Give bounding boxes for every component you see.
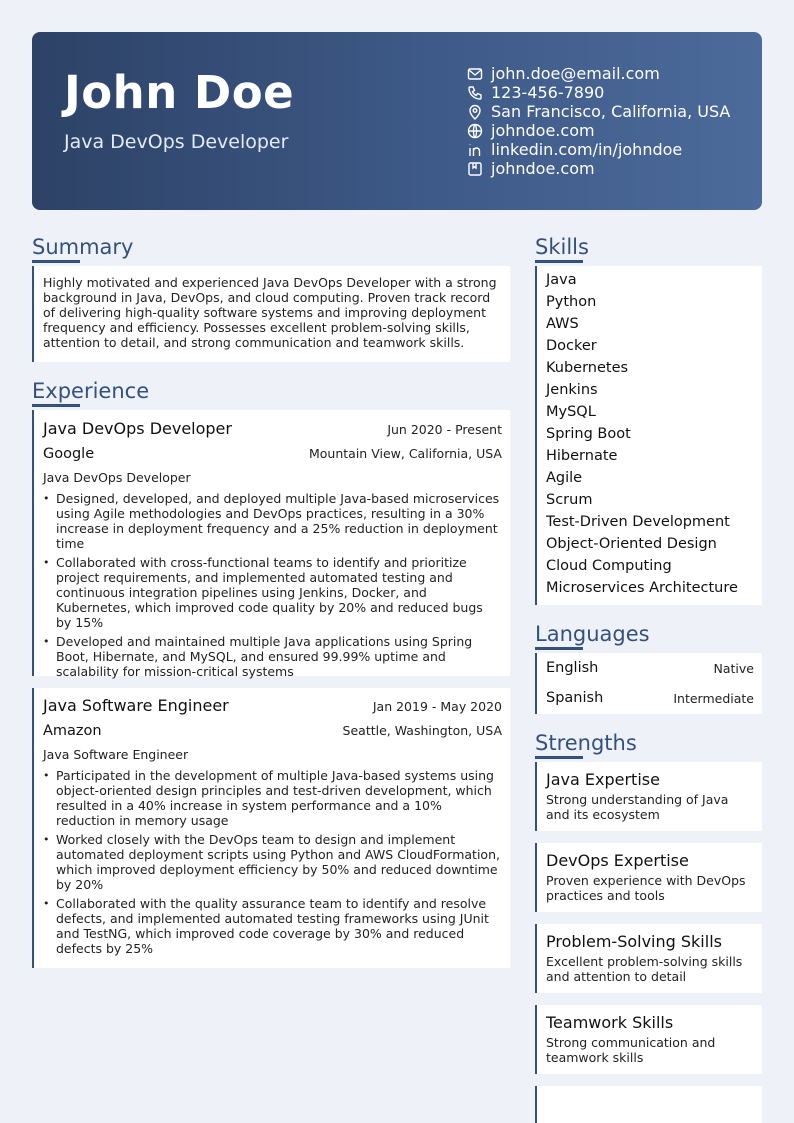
strength-card xyxy=(535,924,762,993)
summary-heading: Summary xyxy=(32,235,134,259)
bookmark-icon xyxy=(467,161,483,177)
summary-underline xyxy=(32,260,80,263)
strength-desc: Proven experience with DevOps practices and tools xyxy=(546,873,746,903)
job-bullet: • Collaborated with the quality assurance team to identify and resolve defects, and implemented automated testing frameworks using JUnit and TestNG, which improved code coverage by 30% and reduced defects by 25% xyxy=(43,896,502,956)
language-row xyxy=(537,653,762,683)
strength-desc: Excellent problem-solving skills and attention to detail xyxy=(546,954,743,984)
contact-email[interactable] xyxy=(467,64,730,83)
strength-card xyxy=(535,1005,762,1074)
contact-text: johndoe.com xyxy=(491,159,595,178)
job-card xyxy=(32,688,510,968)
job-company-row xyxy=(43,446,502,466)
skill-item: Agile xyxy=(546,470,583,486)
globe-icon xyxy=(467,123,483,139)
contact-text: 123-456-7890 xyxy=(491,83,605,102)
strengths-heading: Strengths xyxy=(535,731,637,755)
job-role: Java DevOps Developer xyxy=(43,470,191,485)
contact-text: linkedin.com/in/johndoe xyxy=(491,140,683,159)
contact-phone[interactable] xyxy=(467,83,730,102)
strengths-underline xyxy=(535,756,583,759)
contact-text: john.doe@email.com xyxy=(491,64,660,83)
job-bullet: • Designed, developed, and deployed multiple Java-based microservices using Agile methodologies and DevOps practices, resulting in a 30% increase in deployment frequency and a 25% reduction in deployment time xyxy=(43,491,502,551)
experience-heading: Experience xyxy=(32,379,150,403)
contact-text: johndoe.com xyxy=(491,121,595,140)
person-title: Java DevOps Developer xyxy=(64,131,289,153)
strength-card xyxy=(535,762,762,831)
skill-item: MySQL xyxy=(546,404,596,420)
job-bullets xyxy=(43,768,502,956)
language-row xyxy=(537,683,762,713)
job-bullet: • Worked closely with the DevOps team to design and implement automated deployment scripts using Python and AWS CloudFormation, which improved deployment efficiency by 50% and reduced downtime by 20% xyxy=(43,832,502,892)
job-location: Seattle, Washington, USA xyxy=(342,723,502,738)
contact-linkedin[interactable] xyxy=(467,140,730,159)
skill-item: Test-Driven Development xyxy=(546,514,730,530)
skill-item: Jenkins xyxy=(546,382,598,398)
language-name: English xyxy=(546,660,599,676)
summary-text: Highly motivated and experienced Java DevOps Developer with a strong background in Java, DevOps, and cloud computing. Proven track record of delivering high-quality software systems and improving deployment frequency and efficiency. Possesses excellent problem-solving skills, attention to detail, and strong communication and teamwork skills. xyxy=(43,275,497,350)
contact-website[interactable] xyxy=(467,121,730,140)
job-title: Java Software Engineer xyxy=(43,696,229,715)
skill-item: Scrum xyxy=(546,492,593,508)
contact-text: San Francisco, California, USA xyxy=(491,102,731,121)
skill-item: Hibernate xyxy=(546,448,618,464)
contact-portfolio[interactable] xyxy=(467,159,730,178)
contact-list xyxy=(467,64,730,178)
skill-item: Kubernetes xyxy=(546,360,629,376)
language-name: Spanish xyxy=(546,690,604,706)
strength-card xyxy=(535,843,762,912)
skill-item: Microservices Architecture xyxy=(546,580,738,596)
resume-header xyxy=(32,32,762,210)
job-bullet: • Collaborated with cross-functional teams to identify and prioritize project requirements, and implemented automated testing and continuous integration pipelines using Jenkins, Docker, and Kubernetes, which improved code quality by 20% and reduced bugs by 15% xyxy=(43,555,502,630)
skills-heading: Skills xyxy=(535,235,589,259)
job-bullet: • Developed and maintained multiple Java applications using Spring Boot, Hibernate, and MySQL, and ensured 99.99% uptime and scalability for mission-critical systems xyxy=(43,634,502,679)
job-head xyxy=(43,419,502,439)
languages-card xyxy=(535,653,762,714)
strength-title: Teamwork Skills xyxy=(546,1013,674,1032)
skill-item: AWS xyxy=(546,316,579,332)
contact-location xyxy=(467,102,730,121)
language-level: Native xyxy=(713,660,754,676)
experience-underline xyxy=(32,404,80,407)
language-level: Intermediate xyxy=(673,690,754,706)
job-role: Java Software Engineer xyxy=(43,747,189,762)
strength-title: Problem-Solving Skills xyxy=(546,932,722,951)
strength-title: Java Expertise xyxy=(546,770,660,789)
location-pin-icon xyxy=(467,104,483,120)
job-head xyxy=(43,696,502,716)
skill-item: Spring Boot xyxy=(546,426,631,442)
person-name: John Doe xyxy=(64,66,295,119)
skills-card xyxy=(535,266,762,605)
job-dates: Jun 2020 - Present xyxy=(387,422,502,437)
job-company: Amazon xyxy=(43,723,102,739)
job-card xyxy=(32,410,510,679)
strength-desc: Strong understanding of Java and its ecosystem xyxy=(546,792,729,822)
skills-underline xyxy=(535,260,583,263)
phone-icon xyxy=(467,85,483,101)
strength-title: DevOps Expertise xyxy=(546,851,689,870)
languages-underline xyxy=(535,647,583,650)
skill-item: Cloud Computing xyxy=(546,558,672,574)
strength-card-partial xyxy=(535,1086,762,1123)
job-bullet: • Participated in the development of multiple Java-based systems using object-oriented design principles and test-driven development, which resulted in a 40% increase in system performance and a 10% reduction in memory usage xyxy=(43,768,502,828)
skill-item: Object-Oriented Design xyxy=(546,536,717,552)
skill-item: Docker xyxy=(546,338,597,354)
job-company: Google xyxy=(43,446,95,462)
job-title: Java DevOps Developer xyxy=(43,419,232,438)
job-location: Mountain View, California, USA xyxy=(309,446,502,461)
job-dates: Jan 2019 - May 2020 xyxy=(372,699,502,714)
skill-item: Java xyxy=(546,272,577,288)
job-bullets xyxy=(43,491,502,679)
linkedin-icon xyxy=(467,142,483,158)
job-company-row xyxy=(43,723,502,743)
languages-heading: Languages xyxy=(535,622,650,646)
skill-item: Python xyxy=(546,294,597,310)
mail-icon xyxy=(467,66,483,82)
summary-card xyxy=(32,266,510,362)
strength-desc: Strong communication and teamwork skills xyxy=(546,1035,716,1065)
